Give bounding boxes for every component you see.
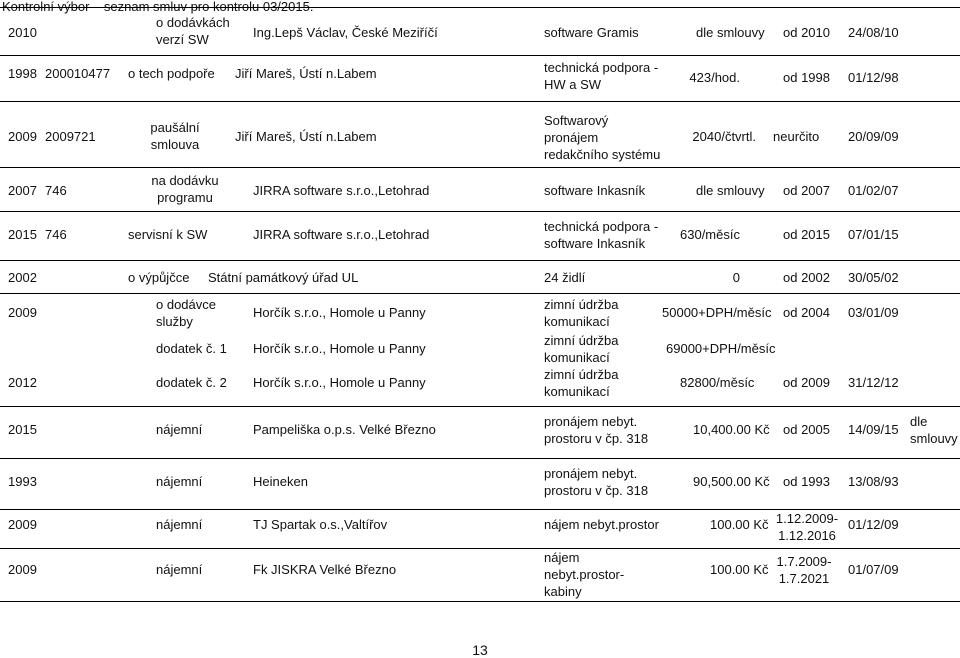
cell-validity: od 2005 [783, 422, 830, 437]
table-row [0, 102, 960, 168]
cell-price: 90,500.00 Kč [693, 474, 770, 489]
cell-description: Softwarový pronájem redakčního systému [544, 113, 661, 162]
table-row [0, 55, 960, 102]
cell-date: 01/07/09 [848, 562, 899, 577]
cell-duration: dle smlouvy [696, 183, 765, 198]
cell-price: 10,400.00 Kč [693, 422, 770, 437]
cell-date: 31/12/12 [848, 375, 899, 390]
cell-description: software Gramis [544, 25, 639, 40]
cell-year: 2002 [8, 270, 37, 285]
cell-year: 2009 [8, 305, 37, 320]
cell-party: Pampeliška o.p.s. Velké Březno [253, 422, 436, 437]
cell-description: zimní údržba komunikací [544, 297, 619, 329]
cell-party: Jiří Mareš, Ústí n.Labem [235, 129, 377, 144]
cell-price: 100.00 Kč [710, 562, 769, 577]
table-row [0, 459, 960, 510]
cell-party: Horčík s.r.o., Homole u Panny [253, 341, 426, 356]
cell-validity: 1.12.2009-1.12.2016 [775, 511, 839, 543]
cell-date: 14/09/15 [848, 422, 899, 437]
cell-date: 01/12/09 [848, 517, 899, 532]
cell-validity: od 1998 [783, 70, 830, 85]
cell-party: JIRRA software s.r.o.,Letohrad [253, 227, 430, 242]
cell-party: JIRRA software s.r.o.,Letohrad [253, 183, 430, 198]
page-number: 13 [472, 642, 488, 658]
cell-subject: na dodávku programu [151, 173, 219, 205]
cell-validity: od 2009 [783, 375, 830, 390]
cell-validity: od 2002 [783, 270, 830, 285]
cell-year: 2015 [8, 227, 37, 242]
cell-party: Ing.Lepš Václav, České Meziříčí [253, 25, 438, 40]
cell-price: 82800/měsíc [680, 375, 755, 390]
cell-year: 2010 [8, 25, 37, 40]
cell-date: 30/05/02 [848, 270, 899, 285]
cell-validity: od 2010 [783, 25, 830, 40]
cell-party: Heineken [253, 474, 308, 489]
cell-subject: o dodávkách verzí SW [156, 15, 230, 47]
cell-party: Horčík s.r.o., Homole u Panny [253, 375, 426, 390]
cell-description: zimní údržba komunikací [544, 367, 619, 399]
cell-date: 13/08/93 [848, 474, 899, 489]
cell-subject: nájemní [156, 517, 203, 532]
cell-date: 07/01/15 [848, 227, 899, 242]
cell-validity: od 2007 [783, 183, 830, 198]
cell-party: Státní památkový úřad UL [208, 270, 359, 285]
cell-description: pronájem nebyt. prostoru v čp. 318 [544, 414, 649, 446]
cell-party: Jiří Mareš, Ústí n.Labem [235, 66, 377, 81]
cell-party: Fk JISKRA Velké Březno [253, 562, 397, 577]
cell-duration: dle smlouvy [696, 25, 765, 40]
cell-year: 1993 [8, 474, 37, 489]
table-row [0, 510, 960, 549]
cell-year: 2007 [8, 183, 37, 198]
cell-subject: dodatek č. 1 [156, 341, 227, 356]
cell-subject: nájemní [156, 422, 203, 437]
cell-price: 423/hod. [689, 70, 740, 85]
cell-date: 03/01/09 [848, 305, 899, 320]
cell-validity: od 2004 [783, 305, 830, 320]
cell-number: 746 [45, 183, 67, 198]
table-row [0, 261, 960, 294]
table-row [0, 212, 960, 261]
cell-description: zimní údržba komunikací [544, 333, 619, 365]
cell-validity: od 1993 [783, 474, 830, 489]
cell-subject: servisní k SW [128, 227, 208, 242]
cell-subject: paušální smlouva [150, 120, 200, 152]
cell-year: 1998 [8, 66, 37, 81]
cell-price: 0 [732, 270, 740, 285]
cell-number: 200010477 [45, 66, 111, 81]
cell-description: nájem nebyt.prostor-kabiny [544, 550, 625, 599]
table-row [0, 407, 960, 459]
cell-price: 630/měsíc [680, 227, 740, 242]
cell-price: 50000+DPH/měsíc [662, 305, 772, 320]
table-row [0, 549, 960, 602]
cell-validity: od 2015 [783, 227, 830, 242]
table-row-group [0, 294, 960, 407]
cell-subject: o výpůjčce [128, 270, 190, 285]
cell-year: 2015 [8, 422, 37, 437]
cell-subject: nájemní [156, 562, 203, 577]
cell-date: 20/09/09 [848, 129, 899, 144]
cell-description: nájem nebyt.prostor [544, 517, 659, 532]
cell-subject: o dodávce služby [156, 297, 216, 329]
cell-description: software Inkasník [544, 183, 646, 198]
cell-date: 24/08/10 [848, 25, 899, 40]
cell-validity: 1.7.2009-1.7.2021 [776, 554, 832, 586]
cell-validity: neurčito [773, 129, 820, 144]
cell-year: 2012 [8, 375, 37, 390]
cell-price: 69000+DPH/měsíc [666, 341, 776, 356]
table-row [0, 168, 960, 212]
cell-description: technická podpora - HW a SW [544, 60, 659, 92]
cell-price: 100.00 Kč [710, 517, 769, 532]
cell-party: Horčík s.r.o., Homole u Panny [253, 305, 426, 320]
cell-year: 2009 [8, 562, 37, 577]
cell-date: 01/12/98 [848, 70, 899, 85]
cell-number: 2009721 [45, 129, 96, 144]
table-row [0, 7, 960, 56]
cell-year: 2009 [8, 517, 37, 532]
cell-date: 01/02/07 [848, 183, 899, 198]
cell-description: 24 židlí [544, 270, 586, 285]
cell-year: 2009 [8, 129, 37, 144]
cell-subject: o tech podpoře [128, 66, 215, 81]
cell-subject: dodatek č. 2 [156, 375, 227, 390]
cell-number: 746 [45, 227, 67, 242]
page-title: Kontrolní výbor – seznam smluv pro kontrolu 03/2015. [2, 0, 314, 14]
cell-description: pronájem nebyt. prostoru v čp. 318 [544, 466, 649, 498]
cell-subject: nájemní [156, 474, 203, 489]
cell-note: dle smlouvy [910, 414, 958, 446]
cell-price: 2040/čtvrtl. [692, 129, 756, 144]
cell-description: technická podpora - software Inkasník [544, 219, 659, 251]
cell-party: TJ Spartak o.s.,Valtířov [253, 517, 388, 532]
